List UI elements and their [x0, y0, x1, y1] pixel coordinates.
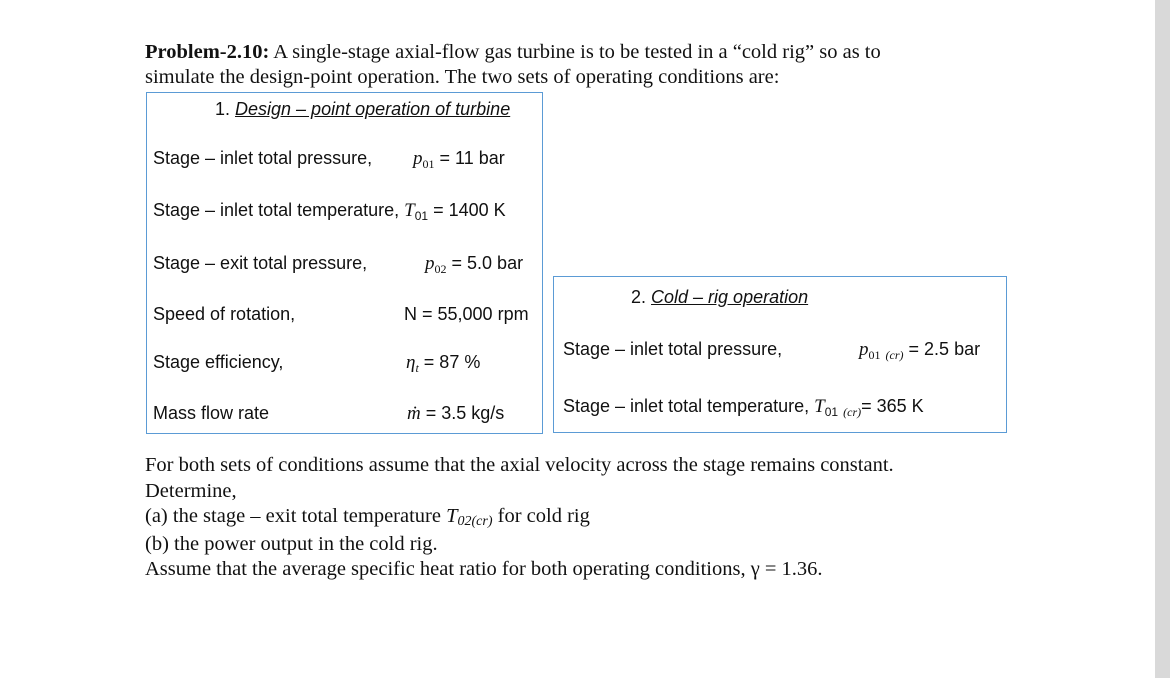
cold-rig-heading: 2. Cold – rig operation — [631, 287, 809, 307]
problem-body — [145, 453, 1045, 583]
design-row-inlet-pressure-label: Stage – inlet total pressure, — [153, 148, 373, 168]
design-point-heading-text: Design – point operation of turbine — [235, 99, 511, 119]
page-edge-scrollbar — [1155, 0, 1170, 678]
design-row-inlet-temperature-label: Stage – inlet total temperature, $T_{01} = 1400$ K — [153, 200, 506, 223]
body-line-1: For both sets of conditions assume that the axial velocity across the stage remains constant. — [145, 454, 894, 476]
cold-row-inlet-pressure-label: Stage – inlet total pressure, — [563, 339, 783, 359]
body-line-4: (b) the power output in the cold rig. — [145, 532, 438, 555]
design-point-heading: 1. Design – point operation of turbine — [215, 99, 511, 119]
cold-rig-heading-text: Cold – rig operation — [651, 287, 809, 307]
design-row-speed-label: Speed of rotation, — [153, 304, 296, 324]
design-row-exit-pressure-value: $p_{02} = 5.0$ bar — [425, 253, 524, 276]
design-row-inlet-pressure-value: $p_{01} = 11$ bar — [413, 148, 505, 171]
cold-row-inlet-temperature-label: Stage – inlet total temperature, $T_{01}$ $_{(cr)}$= 365 K — [563, 396, 924, 419]
body-line-5: Assume that the average specific heat ratio for both operating conditions, γ = 1.36. — [145, 558, 823, 580]
design-row-speed-value: N = 55,000 rpm — [404, 304, 529, 324]
body-line-3: (a) the stage – exit total temperature T02(cr) for cold rig — [145, 505, 590, 529]
design-row-mass-flow-value: ṁ = 3.5 kg/s — [407, 403, 505, 424]
problem-label: Problem-2.10: — [145, 41, 270, 63]
design-row-efficiency-label: Stage efficiency, — [153, 352, 284, 372]
intro-line-2: simulate the design-point operation. The two sets of operating conditions are: — [145, 66, 780, 88]
problem-statement — [145, 40, 1045, 90]
design-row-efficiency-value: $\eta_t = 87$ % — [406, 352, 481, 375]
design-row-exit-pressure-label: Stage – exit total pressure, — [153, 253, 368, 273]
cold-row-inlet-pressure-value: $p_{01}$ $_{(cr)}$ = 2.5 bar — [859, 339, 981, 362]
body-line-2: Determine, — [145, 479, 237, 502]
design-row-mass-flow-label: Mass flow rate — [153, 403, 270, 423]
intro-line-1: A single-stage axial-flow gas turbine is to be tested in a “cold rig” so as to — [269, 41, 881, 63]
